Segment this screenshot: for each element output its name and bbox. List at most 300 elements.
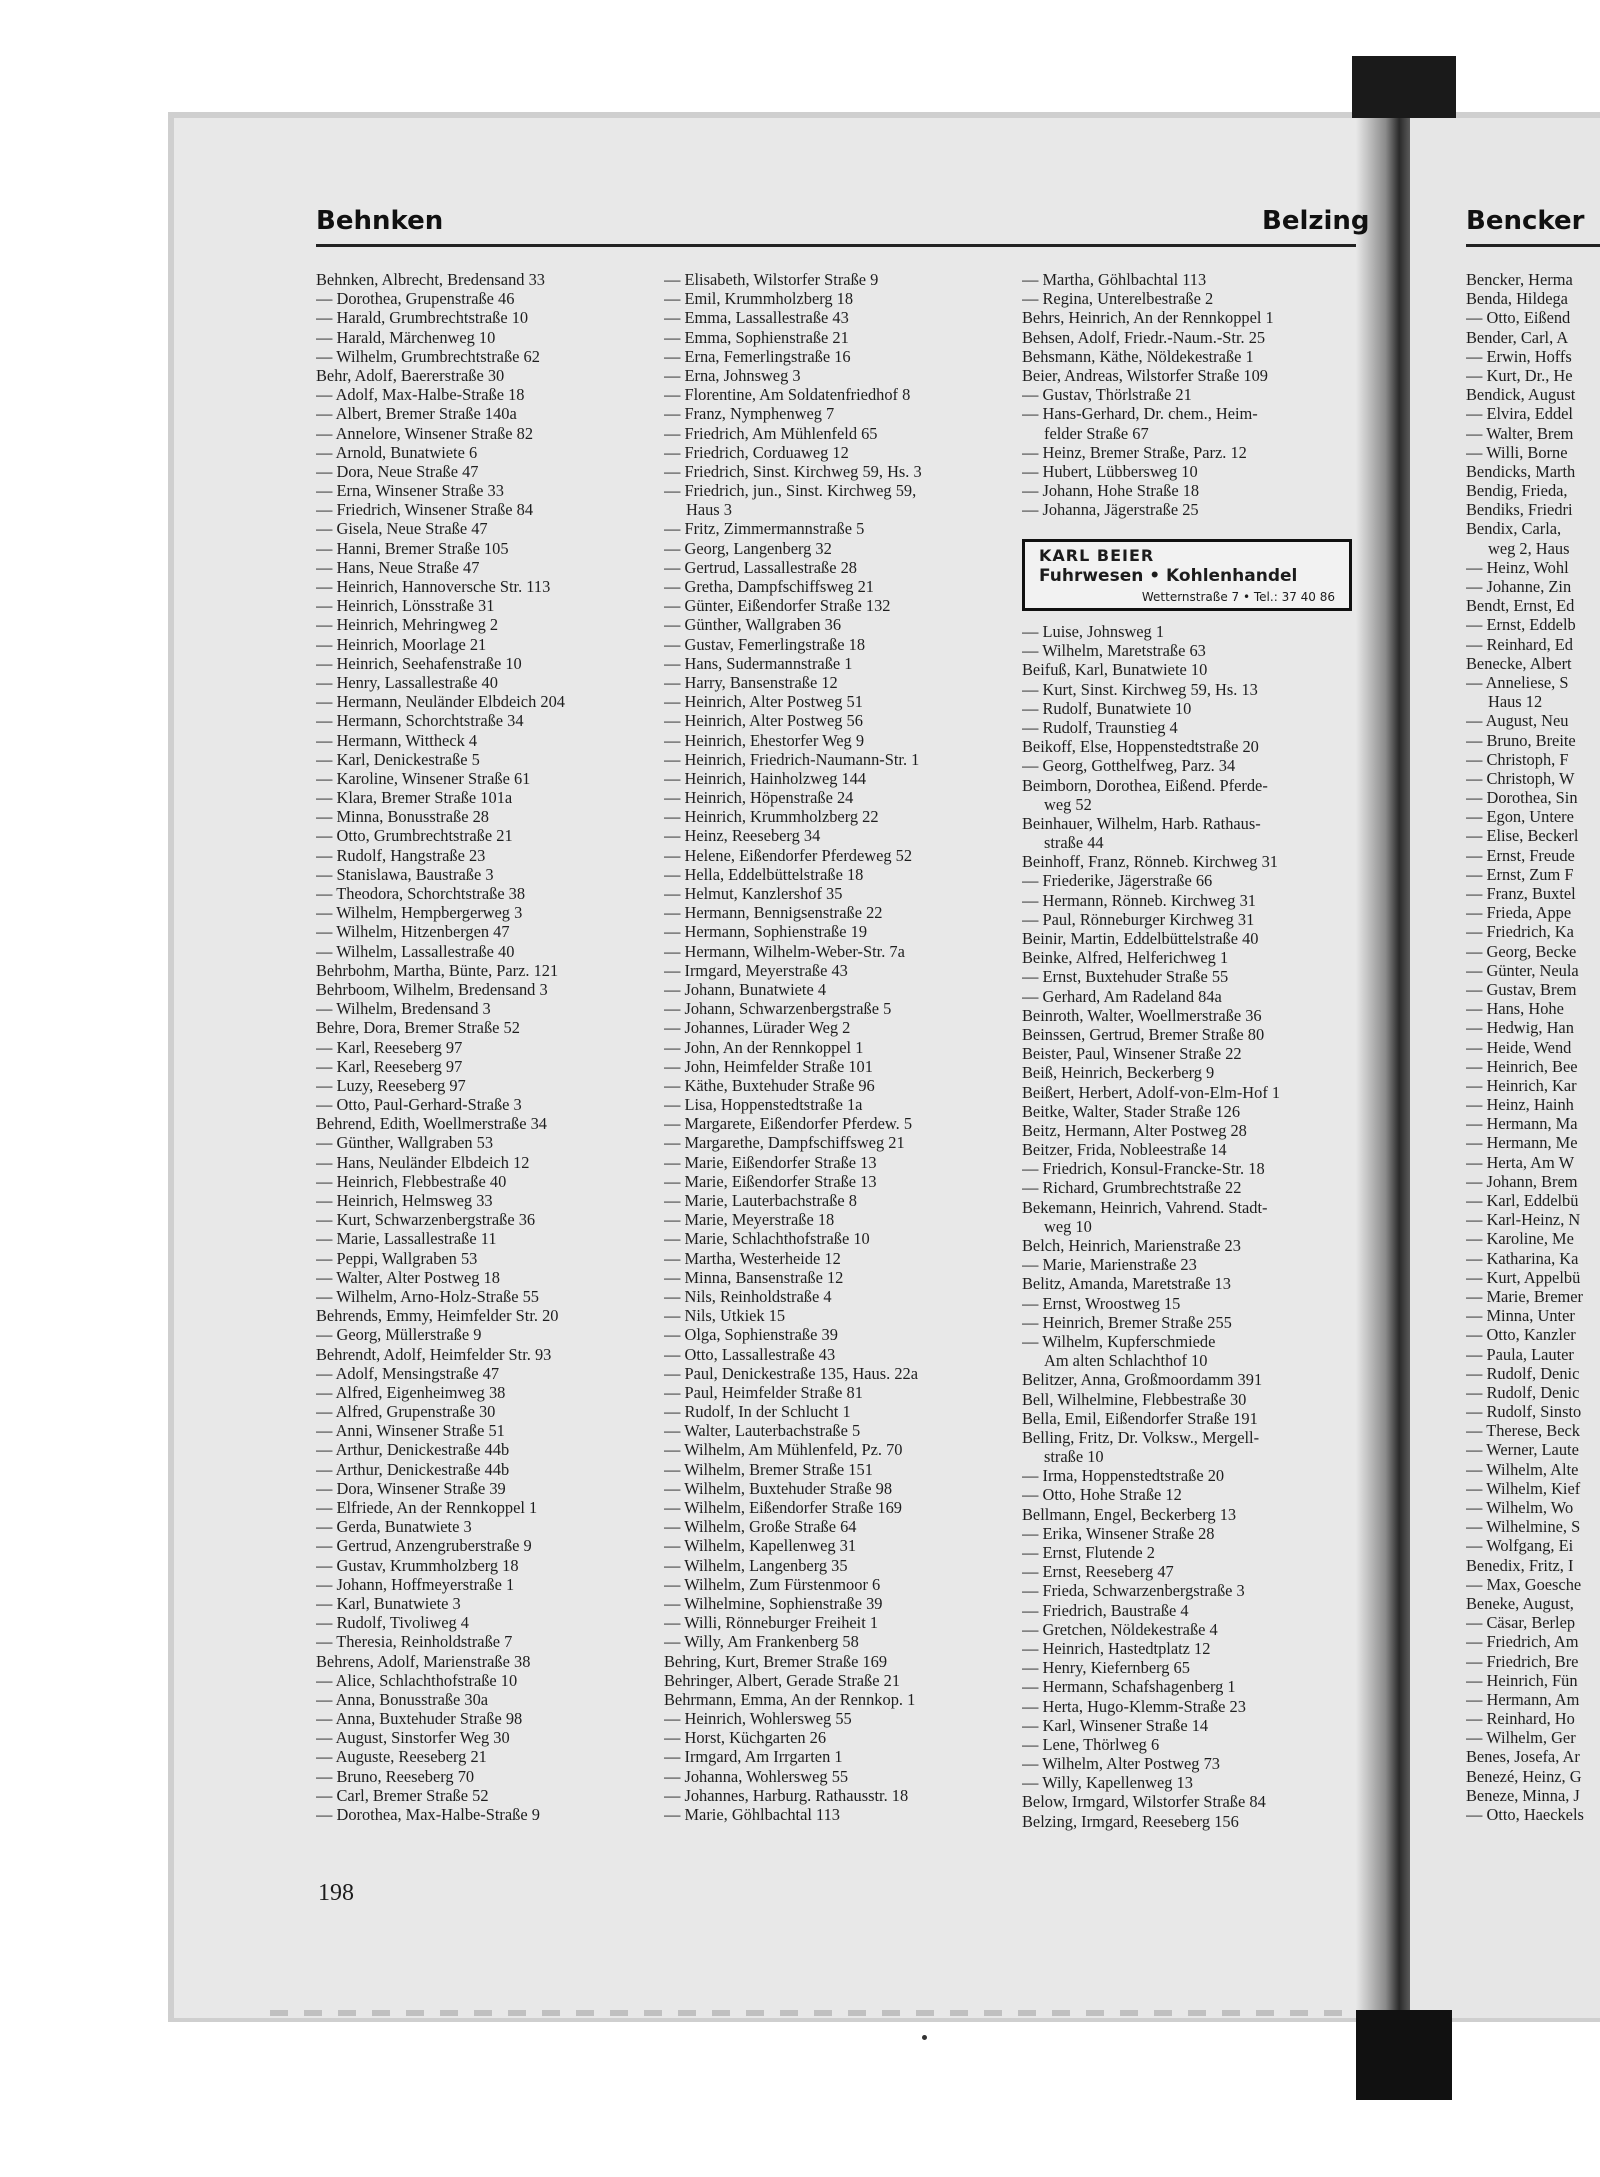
directory-column-2	[664, 270, 922, 1824]
directory-entry: Bendicks, Marth	[1466, 461, 1576, 481]
directory-entry: — Johann, Bunatwiete 4	[664, 979, 827, 999]
directory-entry: — Heinz, Bremer Straße, Parz. 12	[1022, 442, 1247, 462]
directory-entry: — Henry, Lassallestraße 40	[316, 672, 498, 692]
directory-entry: — Christoph, F	[1466, 749, 1569, 769]
directory-entry: — Gerhard, Am Radeland 84a	[1022, 986, 1222, 1006]
directory-entry: Bekemann, Heinrich, Vahrend. Stadt-	[1022, 1197, 1268, 1217]
directory-entry: Behnken, Albrecht, Bredensand 33	[316, 270, 545, 289]
directory-entry: — Theresia, Reinholdstraße 7	[316, 1632, 513, 1652]
directory-entry: — Heinrich, Mehringweg 2	[316, 615, 499, 635]
directory-entry: Belling, Fritz, Dr. Volksw., Mergell-	[1022, 1427, 1260, 1447]
directory-entry: — Friedrich, Am Mühlenfeld 65	[664, 423, 878, 443]
directory-entry: — Hermann, Am	[1466, 1689, 1580, 1709]
directory-entry: — Gisela, Neue Straße 47	[316, 519, 488, 539]
directory-entry: Bendt, Ernst, Ed	[1466, 596, 1575, 616]
directory-entry: — Hermann, Neuländer Elbdeich 204	[316, 692, 565, 712]
directory-entry: — Karoline, Winsener Straße 61	[316, 768, 531, 788]
directory-entry: — Hella, Eddelbüttelstraße 18	[664, 864, 864, 884]
directory-entry: — Wilhelm, Bremer Straße 151	[664, 1459, 873, 1479]
directory-entry: — Anni, Winsener Straße 51	[316, 1421, 505, 1441]
directory-entry: — Otto, Lassallestraße 43	[664, 1344, 836, 1364]
directory-entry: — August, Neu	[1466, 711, 1569, 731]
directory-entry: — Harald, Märchenweg 10	[316, 327, 496, 347]
directory-entry: — Kurt, Dr., He	[1466, 365, 1573, 385]
directory-entry: — Elisabeth, Wilstorfer Straße 9	[664, 270, 879, 289]
directory-entry: — Elfriede, An der Rennkoppel 1	[316, 1498, 538, 1517]
directory-entry: — Heinrich, Alter Postweg 51	[664, 692, 863, 712]
directory-entry: Behrends, Emmy, Heimfelder Str. 20	[316, 1306, 559, 1326]
directory-entry: — Heinz, Hainh	[1466, 1095, 1574, 1115]
directory-entry: — Hermann, Me	[1466, 1133, 1578, 1153]
directory-entry: Benecke, Albert	[1466, 653, 1572, 673]
directory-entry: — Wilhelm, Langenberg 35	[664, 1555, 848, 1575]
directory-entry: — Heinrich, Fün	[1466, 1670, 1578, 1690]
directory-entry: — Regina, Unterelbestraße 2	[1022, 289, 1214, 309]
header-right-word: Belzing	[1262, 206, 1370, 236]
directory-entry: Behrboom, Wilhelm, Bredensand 3	[316, 979, 548, 999]
directory-entry: Bendix, Carla,	[1466, 519, 1562, 539]
directory-entry: Belzing, Irmgard, Reeseberg 156	[1022, 1811, 1239, 1831]
directory-entry: Beinir, Martin, Eddelbüttelstraße 40	[1022, 929, 1259, 948]
directory-entry: — Marie, Meyerstraße 18	[664, 1210, 835, 1230]
directory-entry: Beimborn, Dorothea, Eißend. Pferde-	[1022, 775, 1268, 795]
next-page-clip	[1410, 0, 1600, 2177]
directory-entry: — Helene, Eißendorfer Pferdeweg 52	[664, 845, 913, 865]
directory-entry: — Alice, Schlachthofstraße 10	[316, 1670, 518, 1690]
directory-entry: — Otto, Hohe Straße 12	[1022, 1485, 1182, 1505]
directory-entry: — Hermann, Wilhelm-Weber-Str. 7a	[664, 941, 905, 961]
directory-entry: Bella, Emil, Eißendorfer Straße 191	[1022, 1408, 1258, 1428]
directory-entry: — Wilhelm, Kief	[1466, 1478, 1581, 1498]
directory-entry: — Wilhelm, Große Straße 64	[664, 1517, 857, 1537]
directory-entry: — Friedrich, Am	[1466, 1632, 1579, 1652]
directory-entry: — Dorothea, Max-Halbe-Straße 9	[316, 1805, 540, 1824]
directory-column-next-page	[1466, 270, 1584, 1824]
directory-entry: Beitke, Walter, Stader Straße 126	[1022, 1101, 1241, 1121]
advertisement-address: Wetternstraße 7 • Tel.: 37 40 86	[1141, 590, 1335, 604]
directory-entry: — Heinrich, Alter Postweg 56	[664, 711, 863, 731]
directory-entry: — Rudolf, Denic	[1466, 1382, 1580, 1402]
directory-entry: — Ernst, Wroostweg 15	[1022, 1293, 1181, 1313]
directory-entry: — Friedrich, Sinst. Kirchweg 59, Hs. 3	[664, 461, 922, 481]
directory-entry: — Gerda, Bunatwiete 3	[316, 1517, 472, 1537]
directory-entry: Beier, Andreas, Wilstorfer Straße 109	[1022, 365, 1268, 385]
directory-entry: — Harry, Bansenstraße 12	[664, 672, 838, 692]
directory-entry: Behsmann, Käthe, Nöldekestraße 1	[1022, 346, 1254, 366]
directory-entry: — August, Sinstorfer Weg 30	[316, 1728, 510, 1748]
directory-entry: — Günther, Wallgraben 36	[664, 615, 842, 635]
directory-entry: — Marie, Göhlbachtal 113	[664, 1805, 840, 1824]
directory-entry: — Minna, Unter	[1466, 1306, 1575, 1326]
directory-entry: — Irmgard, Meyerstraße 43	[664, 960, 848, 980]
directory-entry: — Anneliese, S	[1466, 672, 1569, 692]
directory-entry: Bendick, August	[1466, 385, 1576, 405]
directory-entry: Behrend, Edith, Woellmerstraße 34	[316, 1114, 547, 1134]
directory-entry: — John, An der Rennkoppel 1	[664, 1037, 864, 1057]
directory-entry: Beneke, August,	[1466, 1593, 1574, 1613]
directory-entry: — Heinrich, Helmsweg 33	[316, 1191, 493, 1210]
directory-entry: — Helmut, Kanzlershof 35	[664, 884, 843, 903]
directory-entry: — Lene, Thörlweg 6	[1022, 1734, 1160, 1754]
directory-entry: — Adolf, Max-Halbe-Straße 18	[316, 385, 525, 405]
advertisement-box	[1022, 539, 1352, 611]
directory-entry: — Bruno, Reeseberg 70	[316, 1766, 475, 1786]
directory-entry: — Heinrich, Hannoversche Str. 113	[316, 577, 551, 596]
directory-entry: — Marie, Bremer	[1466, 1286, 1583, 1306]
directory-entry: — Wilhelmine, S	[1466, 1517, 1581, 1537]
directory-entry: Behrendt, Adolf, Heimfelder Str. 93	[316, 1344, 552, 1364]
directory-entry: — Ernst, Flutende 2	[1022, 1543, 1155, 1562]
directory-entry: — Rudolf, Denic	[1466, 1363, 1580, 1383]
directory-entry: — Wilhelm, Kapellenweg 31	[664, 1536, 857, 1556]
directory-entry: — Erwin, Hoffs	[1466, 346, 1572, 366]
directory-entry: — Wilhelm, Wo	[1466, 1498, 1574, 1517]
directory-entry: — Friedrich, jun., Sinst. Kirchweg 59,	[664, 481, 917, 501]
directory-entry: Beinhauer, Wilhelm, Harb. Rathaus-	[1022, 813, 1261, 833]
directory-entry: — Wilhelm, Hitzenbergen 47	[316, 922, 510, 942]
directory-entry: — Heinrich, Hainholzweg 144	[664, 768, 867, 788]
directory-entry: Beißert, Herbert, Adolf-von-Elm-Hof 1	[1022, 1082, 1281, 1102]
directory-entry: — Arthur, Denickestraße 44b	[316, 1440, 510, 1460]
directory-entry: — Heinrich, Ehestorfer Weg 9	[664, 730, 865, 750]
directory-entry: Benedix, Fritz, I	[1466, 1555, 1574, 1575]
directory-entry: Behre, Dora, Bremer Straße 52	[316, 1018, 520, 1038]
directory-entry: — Adolf, Mensingstraße 47	[316, 1363, 500, 1383]
directory-entry: Belitzer, Anna, Großmoordamm 391	[1022, 1370, 1263, 1390]
directory-entry: — Franz, Nymphenweg 7	[664, 404, 835, 424]
directory-entry: — Kurt, Appelbü	[1466, 1267, 1581, 1287]
directory-entry: — Heinrich, Höpenstraße 24	[664, 788, 854, 808]
directory-entry: — Ernst, Freude	[1466, 845, 1575, 865]
directory-entry: — Rudolf, Bunatwiete 10	[1022, 698, 1192, 718]
directory-entry: straße 44	[1044, 833, 1104, 853]
directory-entry: — Friedrich, Baustraße 4	[1022, 1600, 1189, 1620]
directory-entry: — Hans, Neue Straße 47	[316, 557, 480, 577]
directory-entry: — Willi, Rönneburger Freiheit 1	[664, 1613, 879, 1633]
directory-entry: — Heide, Wend	[1466, 1037, 1572, 1057]
directory-entry: — Hanni, Bremer Straße 105	[316, 538, 509, 558]
directory-entry: — Paul, Heimfelder Straße 81	[664, 1382, 863, 1402]
directory-entry: — Bruno, Breite	[1466, 730, 1576, 750]
directory-entry: — Erika, Winsener Straße 28	[1022, 1523, 1215, 1543]
directory-entry: — Johann, Hoffmeyerstraße 1	[316, 1574, 515, 1594]
directory-entry: — Georg, Müllerstraße 9	[316, 1325, 482, 1345]
directory-entry: — Georg, Gotthelfweg, Parz. 34	[1022, 756, 1236, 776]
directory-entry: — Hermann, Ma	[1466, 1114, 1578, 1134]
directory-entry: — Hermann, Rönneb. Kirchweg 31	[1022, 890, 1256, 910]
directory-entry: — Emil, Krummholzberg 18	[664, 289, 854, 309]
directory-entry: — Heinrich, Lönsstraße 31	[316, 596, 495, 616]
directory-entry: — Henry, Kiefernberg 65	[1022, 1658, 1190, 1678]
directory-entry: — Marie, Lassallestraße 11	[316, 1229, 497, 1249]
directory-entry: Bencker, Herma	[1466, 270, 1573, 289]
directory-entry: Belitz, Amanda, Maretstraße 13	[1022, 1274, 1231, 1294]
directory-entry: — Dora, Winsener Straße 39	[316, 1478, 506, 1498]
directory-entry: — Luzy, Reeseberg 97	[316, 1075, 466, 1095]
directory-entry: — Heinrich, Bremer Straße 255	[1022, 1312, 1232, 1332]
directory-entry: Behring, Kurt, Bremer Straße 169	[664, 1651, 888, 1671]
directory-entry: — Karl-Heinz, N	[1466, 1210, 1581, 1230]
directory-entry: — Karl, Bunatwiete 3	[316, 1593, 461, 1613]
directory-entry: — Karl, Winsener Straße 14	[1022, 1715, 1209, 1735]
directory-entry: — Kurt, Schwarzenbergstraße 36	[316, 1210, 536, 1230]
directory-entry: — Wolfgang, Ei	[1466, 1536, 1574, 1556]
directory-entry: Below, Irmgard, Wilstorfer Straße 84	[1022, 1792, 1266, 1812]
directory-entry: — Heinrich, Kar	[1466, 1075, 1577, 1095]
directory-entry: — Heinz, Reeseberg 34	[664, 826, 821, 846]
directory-entry: — Wilhelm, Maretstraße 63	[1022, 641, 1206, 661]
directory-entry: Bell, Wilhelmine, Flebbestraße 30	[1022, 1389, 1247, 1409]
directory-entry: — Alfred, Eigenheimweg 38	[316, 1382, 506, 1402]
directory-entry: — Georg, Langenberg 32	[664, 538, 832, 558]
directory-entry: — Egon, Untere	[1466, 807, 1574, 827]
directory-entry: Am alten Schlachthof 10	[1044, 1351, 1208, 1371]
directory-entry: — Wilhelm, Alter Postweg 73	[1022, 1754, 1220, 1774]
directory-entry: — Johann, Schwarzenbergstraße 5	[664, 999, 892, 1019]
directory-entry: — Karl, Denickestraße 5	[316, 749, 480, 769]
scan-bottom-marks	[270, 2010, 1350, 2016]
directory-entry: — Christoph, W	[1466, 768, 1575, 788]
directory-entry: Beinroth, Walter, Woellmerstraße 36	[1022, 1005, 1262, 1025]
directory-entry: — Marie, Eißendorfer Straße 13	[664, 1171, 877, 1191]
directory-entry: — Heinrich, Krummholzberg 22	[664, 807, 879, 827]
directory-entry: — Irmgard, Am Irrgarten 1	[664, 1747, 843, 1767]
directory-entry: — Wilhelm, Zum Fürstenmoor 6	[664, 1574, 881, 1594]
directory-entry: Haus 3	[686, 500, 732, 520]
directory-entry: — Otto, Paul-Gerhard-Straße 3	[316, 1095, 522, 1115]
directory-entry: — Marie, Eißendorfer Straße 13	[664, 1152, 877, 1172]
directory-entry: — Dorothea, Grupenstraße 46	[316, 289, 515, 309]
directory-entry: — Hermann, Schafshagenberg 1	[1022, 1677, 1236, 1697]
directory-entry: — Friedrich, Corduaweg 12	[664, 442, 849, 462]
advertisement-company: KARL BEIER	[1039, 546, 1155, 565]
directory-entry: — Gretchen, Nöldekestraße 4	[1022, 1619, 1218, 1639]
directory-entry: — Elvira, Eddel	[1466, 404, 1573, 424]
directory-entry: Beinke, Alfred, Helferichweg 1	[1022, 948, 1229, 968]
directory-entry: — Gertrud, Anzengruberstraße 9	[316, 1536, 532, 1556]
directory-entry: — Elise, Beckerl	[1466, 826, 1579, 846]
directory-entry: — Friedrich, Bre	[1466, 1651, 1579, 1671]
directory-entry: — Margarete, Eißendorfer Pferdew. 5	[664, 1114, 913, 1134]
directory-entry: — Heinrich, Flebbestraße 40	[316, 1171, 507, 1191]
directory-entry: — Ernst, Reeseberg 47	[1022, 1562, 1174, 1582]
directory-entry: — Willi, Borne	[1466, 442, 1568, 462]
directory-entry: — Paula, Lauter	[1466, 1344, 1574, 1364]
scan-speck	[922, 2035, 927, 2040]
directory-entry: — Rudolf, Traunstieg 4	[1022, 717, 1178, 737]
directory-entry: — Karl, Reeseberg 97	[316, 1037, 463, 1057]
directory-entry: Haus 12	[1488, 692, 1543, 712]
directory-entry: Beifuß, Karl, Bunatwiete 10	[1022, 660, 1208, 680]
directory-entry: — Walter, Brem	[1466, 423, 1574, 443]
directory-entry: — Margarethe, Dampfschiffsweg 21	[664, 1133, 905, 1153]
directory-entry: — Fritz, Zimmermannstraße 5	[664, 519, 865, 539]
directory-entry: — Friedrich, Ka	[1466, 922, 1574, 942]
directory-entry: — Anna, Bonusstraße 30a	[316, 1689, 489, 1709]
directory-entry: — Heinz, Wohl	[1466, 557, 1569, 577]
directory-entry: — Friedrich, Konsul-Francke-Str. 18	[1022, 1159, 1265, 1179]
directory-entry: — Therese, Beck	[1466, 1421, 1580, 1441]
directory-entry: — Hedwig, Han	[1466, 1018, 1574, 1038]
directory-entry: — Käthe, Buxtehuder Straße 96	[664, 1075, 875, 1095]
directory-entry: — Karoline, Me	[1466, 1229, 1574, 1249]
directory-entry: — Anna, Buxtehuder Straße 98	[316, 1709, 523, 1729]
directory-entry: — Ernst, Zum F	[1466, 864, 1574, 884]
directory-entry: weg 52	[1044, 794, 1092, 814]
directory-entry: — Heinrich, Friedrich-Naumann-Str. 1	[664, 749, 920, 769]
directory-entry: — Otto, Kanzler	[1466, 1325, 1576, 1345]
directory-entry: Bender, Carl, A	[1466, 327, 1569, 347]
directory-entry: Benezé, Heinz, G	[1466, 1766, 1582, 1786]
directory-entry: — Stanislawa, Baustraße 3	[316, 864, 494, 884]
directory-entry: Beitzer, Frida, Nobleestraße 14	[1022, 1140, 1227, 1160]
directory-entry: — Kurt, Sinst. Kirchweg 59, Hs. 13	[1022, 679, 1258, 699]
directory-entry: — Frieda, Appe	[1466, 903, 1572, 923]
next-page-header-word: Bencker	[1466, 206, 1585, 236]
directory-entry: — Martha, Göhlbachtal 113	[1022, 270, 1207, 289]
directory-entry: Beinssen, Gertrud, Bremer Straße 80	[1022, 1024, 1265, 1044]
directory-entry: — Arthur, Denickestraße 44b	[316, 1459, 510, 1479]
directory-entry: — Marie, Marienstraße 23	[1022, 1255, 1197, 1275]
directory-entry: — Hermann, Wittheck 4	[316, 730, 478, 750]
directory-entry: — Paul, Rönneburger Kirchweg 31	[1022, 909, 1255, 929]
directory-entry: — Paul, Denickestraße 135, Haus. 22a	[664, 1363, 918, 1383]
directory-entry: Beinhoff, Franz, Rönneb. Kirchweg 31	[1022, 852, 1278, 872]
directory-entry: Beneze, Minna, J	[1466, 1785, 1580, 1805]
directory-entry: — Rudolf, Tivoliweg 4	[316, 1613, 470, 1633]
directory-entry: — Marie, Lauterbachstraße 8	[664, 1191, 857, 1210]
directory-entry: — Martha, Westerheide 12	[664, 1248, 841, 1268]
directory-entry: weg 2, Haus	[1488, 538, 1570, 558]
directory-entry: — Otto, Grumbrechtstraße 21	[316, 826, 513, 846]
directory-entry: — Gertrud, Lassallestraße 28	[664, 557, 857, 577]
directory-entry: — Günther, Wallgraben 53	[316, 1133, 494, 1153]
directory-entry: — Johannes, Lürader Weg 2	[664, 1018, 851, 1038]
directory-entry: — Johannes, Harburg. Rathausstr. 18	[664, 1785, 909, 1805]
directory-entry: — Rudolf, In der Schlucht 1	[664, 1402, 851, 1422]
directory-entry: — Walter, Alter Postweg 18	[316, 1267, 500, 1287]
book-gutter	[1356, 112, 1410, 2022]
page-number: 198	[318, 1880, 354, 1906]
directory-entry: Beikoff, Else, Hoppenstedtstraße 20	[1022, 737, 1259, 757]
directory-entry: — Johanna, Wohlersweg 55	[664, 1766, 849, 1786]
directory-entry: Behr, Adolf, Baererstraße 30	[316, 365, 505, 385]
directory-entry: — Auguste, Reeseberg 21	[316, 1747, 487, 1767]
directory-entry: Beiß, Heinrich, Beckerberg 9	[1022, 1063, 1215, 1083]
directory-entry: — Reinhard, Ed	[1466, 634, 1573, 654]
directory-entry: — Nils, Utkiek 15	[664, 1306, 786, 1326]
directory-entry: Beitz, Hermann, Alter Postweg 28	[1022, 1120, 1247, 1140]
directory-entry: — Hans, Hohe	[1466, 999, 1564, 1019]
directory-entry: — Friedrich, Winsener Straße 84	[316, 500, 534, 520]
directory-entry: — Hubert, Lübbersweg 10	[1022, 461, 1198, 481]
directory-entry: — Gustav, Femerlingstraße 18	[664, 634, 866, 654]
directory-entry: — Otto, Haeckels	[1466, 1805, 1584, 1824]
directory-entry: — Wilhelm, Alte	[1466, 1459, 1579, 1479]
directory-entry: — Wilhelm, Hempbergerweg 3	[316, 903, 523, 923]
directory-entry: — Hermann, Sophienstraße 19	[664, 922, 868, 942]
directory-entry: — Minna, Bansenstraße 12	[664, 1267, 844, 1287]
directory-entry: — Heinrich, Bee	[1466, 1056, 1578, 1076]
directory-entry: — Heinrich, Wohlersweg 55	[664, 1709, 852, 1729]
directory-entry: — Günter, Neula	[1466, 960, 1579, 980]
directory-entry: Beister, Paul, Winsener Straße 22	[1022, 1044, 1242, 1064]
directory-entry: — Wilhelm, Eißendorfer Straße 169	[664, 1498, 903, 1517]
directory-entry: — Wilhelm, Ger	[1466, 1728, 1576, 1748]
directory-column-1	[316, 270, 565, 1824]
directory-entry: — Gustav, Krummholzberg 18	[316, 1555, 519, 1575]
directory-entry: — Carl, Bremer Straße 52	[316, 1785, 489, 1805]
directory-entry: Benda, Hildega	[1466, 289, 1568, 309]
directory-entry: — Herta, Am W	[1466, 1152, 1575, 1172]
directory-entry: — Wilhelm, Arno-Holz-Straße 55	[316, 1286, 540, 1306]
directory-entry: — Wilhelm, Buxtehuder Straße 98	[664, 1478, 893, 1498]
directory-entry: — Frieda, Schwarzenbergstraße 3	[1022, 1581, 1245, 1601]
directory-entry: — Wilhelm, Grumbrechtstraße 62	[316, 346, 540, 366]
directory-entry: — Günter, Eißendorfer Straße 132	[664, 596, 891, 616]
directory-entry: — Alfred, Grupenstraße 30	[316, 1402, 496, 1422]
directory-entry: — Hans-Gerhard, Dr. chem., Heim-	[1022, 404, 1258, 424]
directory-entry: — Katharina, Ka	[1466, 1248, 1579, 1268]
directory-entry: — Karl, Eddelbü	[1466, 1191, 1579, 1210]
directory-entry: weg 10	[1044, 1216, 1092, 1236]
directory-entry: — Friederike, Jägerstraße 66	[1022, 871, 1213, 891]
directory-entry: — Hans, Neuländer Elbdeich 12	[316, 1152, 530, 1172]
directory-entry: — Karl, Reeseberg 97	[316, 1056, 463, 1076]
directory-entry: — Erna, Femerlingstraße 16	[664, 346, 851, 366]
directory-entry: — Wilhelm, Kupferschmiede	[1022, 1331, 1216, 1351]
directory-entry: — Dorothea, Sin	[1466, 788, 1578, 808]
directory-entry: — Wilhelm, Bredensand 3	[316, 999, 491, 1019]
directory-entry: Bendig, Frieda,	[1466, 481, 1568, 501]
advertisement-trade: Fuhrwesen • Kohlenhandel	[1039, 566, 1298, 586]
directory-entry: — Annelore, Winsener Straße 82	[316, 423, 534, 443]
directory-entry: — Richard, Grumbrechtstraße 22	[1022, 1178, 1242, 1198]
directory-entry: — Johanna, Jägerstraße 25	[1022, 500, 1199, 520]
directory-entry: — Reinhard, Ho	[1466, 1709, 1575, 1729]
directory-entry: Benes, Josefa, Ar	[1466, 1747, 1580, 1767]
directory-entry: — Rudolf, Hangstraße 23	[316, 845, 486, 865]
directory-entry: — Willy, Kapellenweg 13	[1022, 1773, 1193, 1793]
directory-entry: Behrens, Adolf, Marienstraße 38	[316, 1651, 531, 1671]
directory-entry: — Wilhelmine, Sophienstraße 39	[664, 1593, 883, 1613]
directory-column-3-top	[1022, 270, 1274, 519]
directory-entry: — Lisa, Hoppenstedtstraße 1a	[664, 1095, 863, 1115]
directory-entry: — Hermann, Schorchtstraße 34	[316, 711, 524, 731]
directory-entry: — Erna, Johnsweg 3	[664, 365, 801, 385]
directory-entry: — Florentine, Am Soldatenfriedhof 8	[664, 385, 911, 405]
directory-entry: — Werner, Laute	[1466, 1440, 1579, 1460]
directory-entry: — Johann, Hohe Straße 18	[1022, 481, 1200, 501]
directory-entry: — Emma, Sophienstraße 21	[664, 327, 849, 347]
directory-entry: — Irma, Hoppenstedtstraße 20	[1022, 1466, 1225, 1486]
directory-entry: — Dora, Neue Straße 47	[316, 461, 479, 481]
directory-entry: — Wilhelm, Am Mühlenfeld, Pz. 70	[664, 1440, 903, 1460]
directory-entry: — Georg, Becke	[1466, 941, 1577, 961]
header-rule	[316, 244, 1356, 247]
directory-entry: — John, Heimfelder Straße 101	[664, 1056, 873, 1076]
directory-entry: — Marie, Schlachthofstraße 10	[664, 1229, 870, 1249]
directory-entry: — Walter, Lauterbachstraße 5	[664, 1421, 861, 1441]
directory-entry: — Rudolf, Sinsto	[1466, 1402, 1582, 1422]
directory-entry: Behrmann, Emma, An der Rennkop. 1	[664, 1689, 916, 1709]
directory-entry: — Heinrich, Hastedtplatz 12	[1022, 1638, 1211, 1658]
directory-entry: — Emma, Lassallestraße 43	[664, 308, 849, 328]
header-left-word: Behnken	[316, 206, 444, 236]
directory-entry: — Peppi, Wallgraben 53	[316, 1248, 478, 1268]
directory-entry: — Herta, Hugo-Klemm-Straße 23	[1022, 1696, 1246, 1716]
directory-entry: — Ernst, Eddelb	[1466, 615, 1576, 635]
